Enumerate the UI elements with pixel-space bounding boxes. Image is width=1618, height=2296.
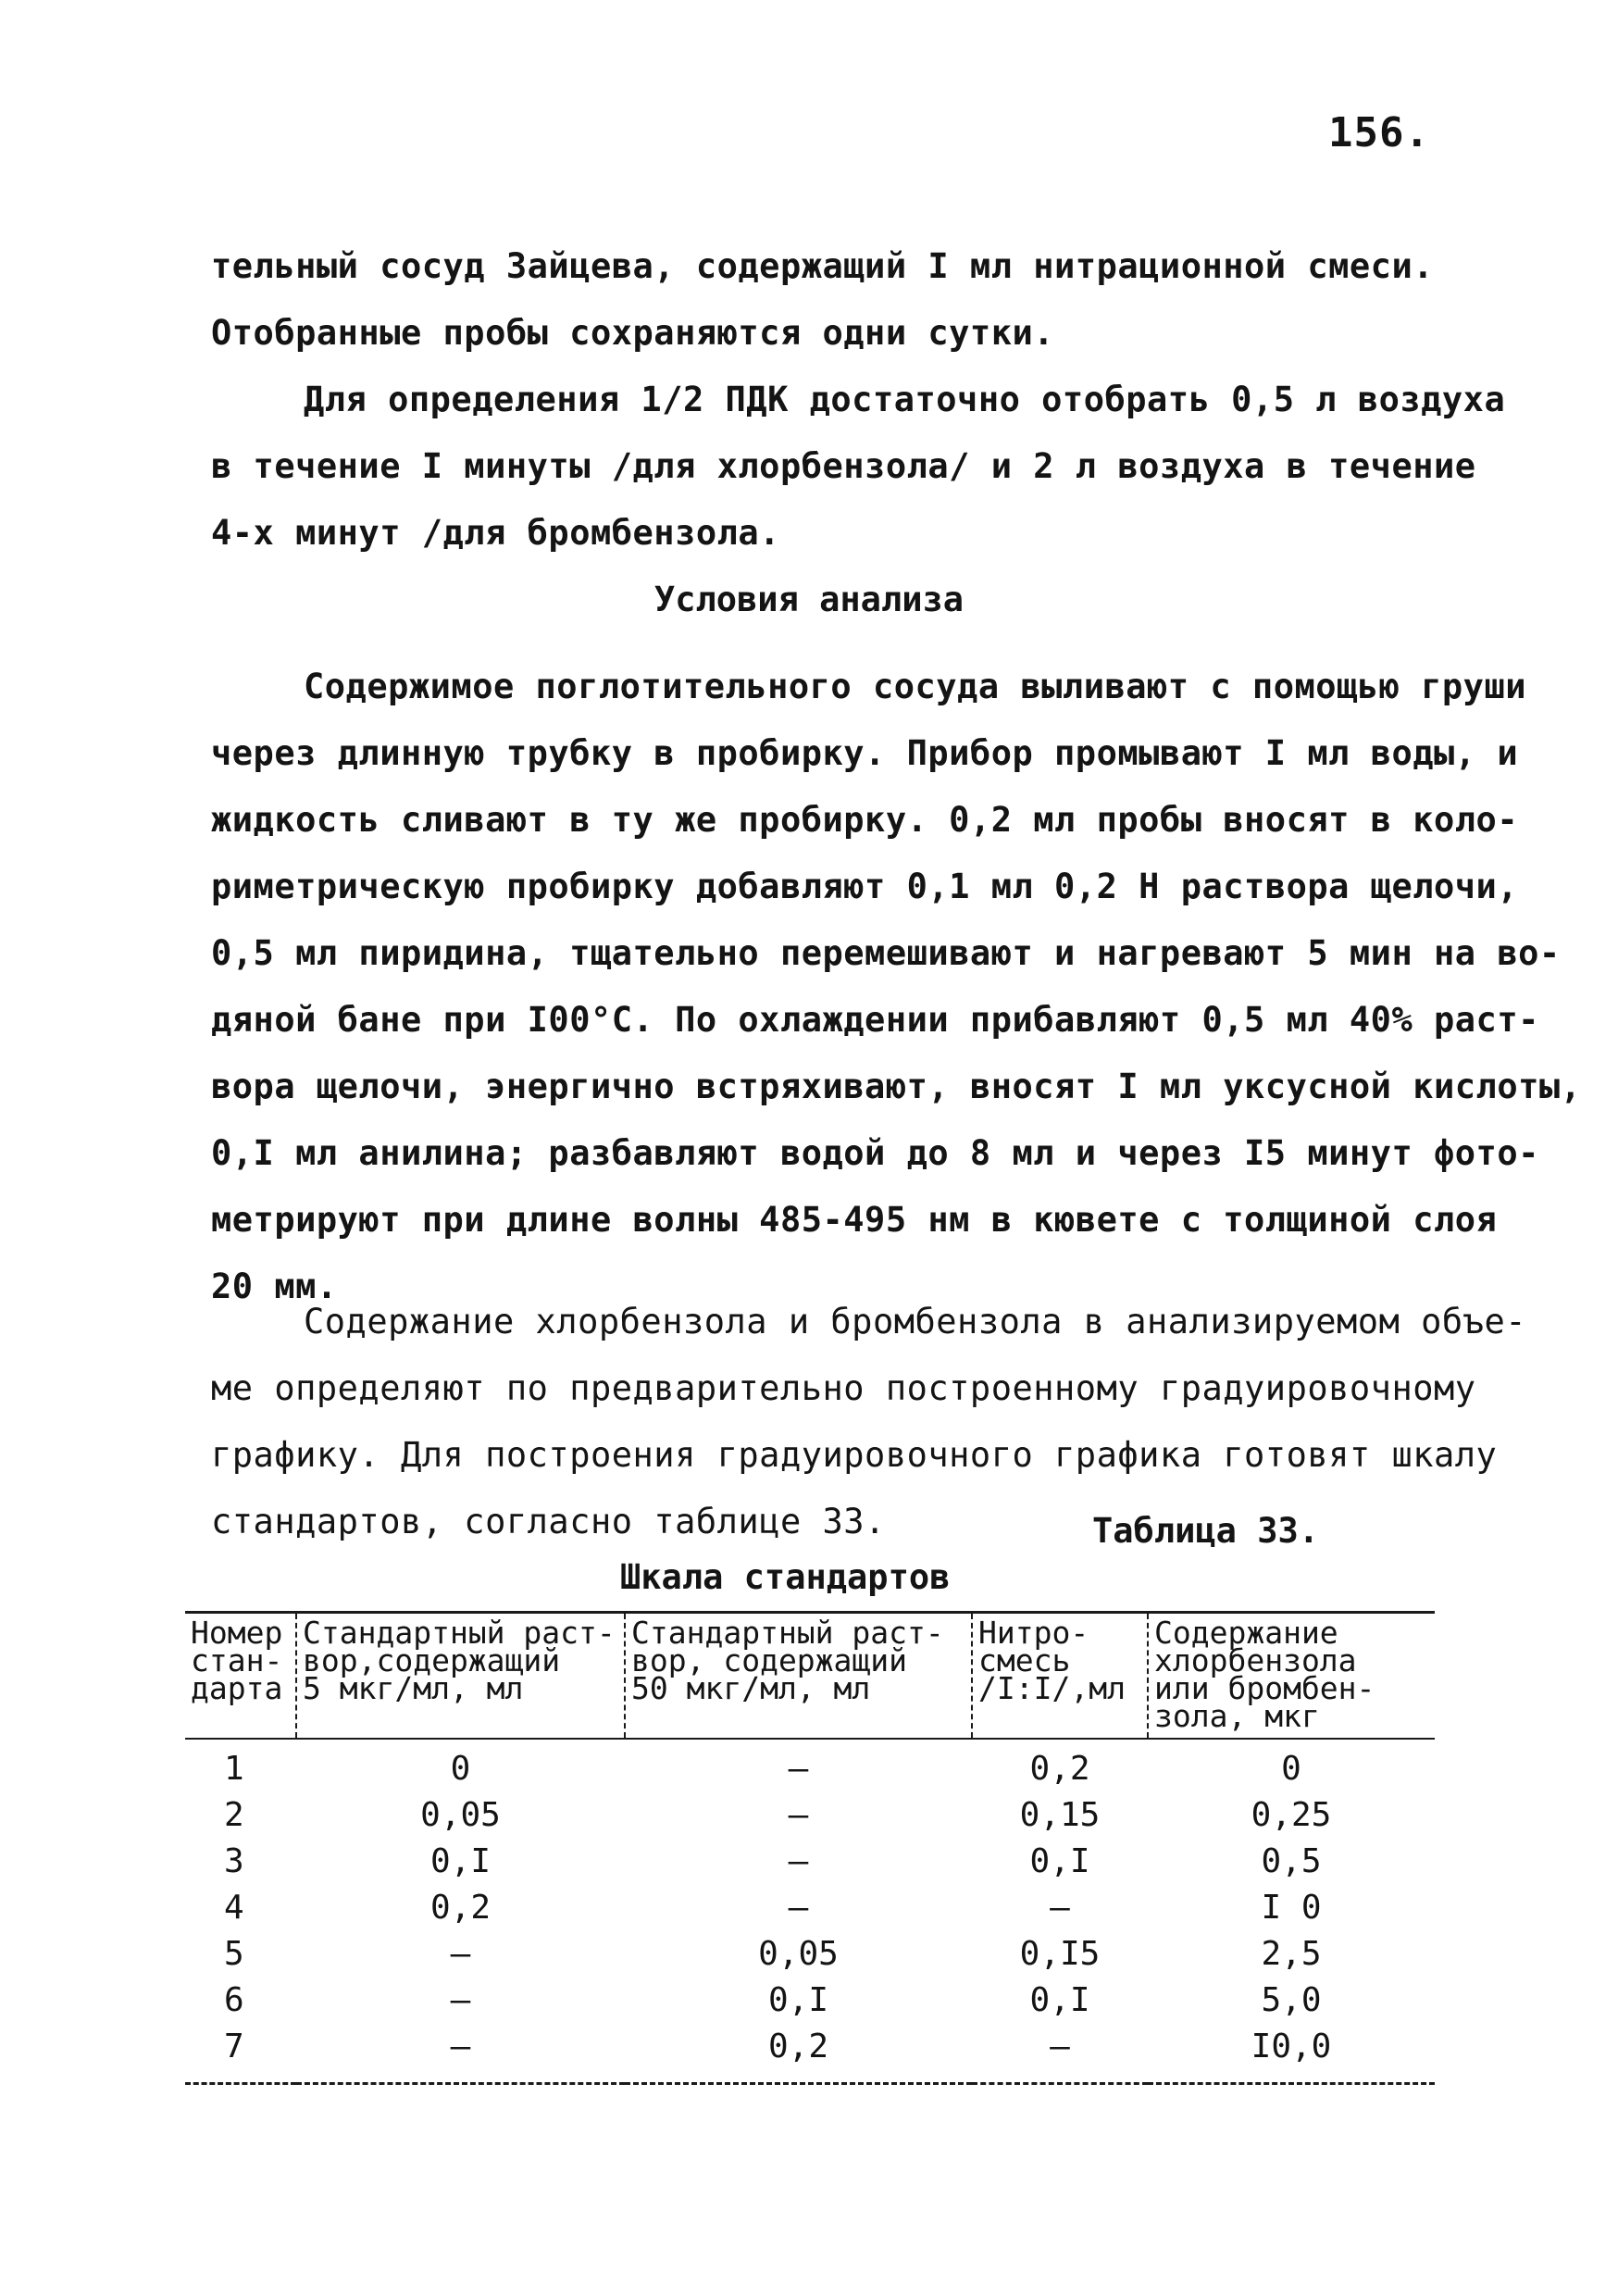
table-cell: 6 [224,1980,244,2019]
table-cell: 7 [224,2027,244,2065]
table-cell: – [788,1749,809,1788]
table-row [185,1930,1435,1977]
paragraph-3 [211,654,1582,1320]
table-row [185,1977,1435,2023]
paragraph-1 [211,233,1433,367]
table-cell: 0,05 [758,1934,839,1973]
paragraph-2-line: 4-х минут /для бромбензола. [211,513,780,553]
paragraph-2 [211,367,1506,567]
table-cell: 0,2 [429,1888,492,1927]
paragraph-2-line: Для определения 1/2 ПДК достаточно отобрать 0,5 л воздуха [304,380,1506,419]
table-cell: – [788,1795,809,1834]
table-cell: 5 [224,1934,244,1973]
paragraph-4-line: графику. Для построения градуировочного графика готовят шкалу [211,1435,1498,1475]
paragraph-3-line: жидкость сливают в ту же пробирку. 0,2 мл пробы вносят в коло- [211,800,1519,840]
table-cell: 0 [450,1749,471,1788]
paragraph-4-line: Содержание хлорбензола и бромбензола в анализируемом объе- [304,1302,1527,1341]
paragraph-3-line: 20 мм. [211,1267,338,1306]
table-cell: 2,5 [1261,1934,1322,1973]
table-row [185,1791,1435,1838]
section-heading: Условия анализа [653,580,965,619]
header-nitro-mix: Нитро- смесь /I:I/,мл [972,1613,1148,1740]
table-cell: – [788,1841,809,1880]
table-row [185,1838,1435,1884]
table-cell: 0,05 [420,1795,501,1834]
table-cell: 0,I [429,1841,492,1880]
paragraph-2-line: в течение I минуты /для хлорбензола/ и 2 л воздуха в течение [211,446,1476,486]
paragraph-3-line: 0,I мл анилина; разбавляют водой до 8 мл и через I5 минут фото- [211,1133,1539,1173]
table-cell: I0,0 [1251,2027,1332,2065]
paragraph-3-line: 0,5 мл пиридина, тщательно перемешивают и нагревают 5 мин на во- [211,933,1561,973]
table-cell: 3 [224,1841,244,1880]
paragraph-4-line: ме определяют по предварительно построенному градуировочному [211,1368,1476,1408]
table-row [185,1739,1435,1791]
table-row [185,1884,1435,1930]
table-cell: 4 [224,1888,244,1927]
table-cell: 1 [224,1749,244,1788]
table-cell: – [1050,2027,1070,2065]
table-caption: Таблица 33. [1092,1511,1320,1551]
table-row [185,2023,1435,2084]
table-cell: 0,I [1029,1841,1090,1880]
table-cell: 5,0 [1261,1980,1322,2019]
paragraph-3-line: через длинную трубку в пробирку. Прибор промывают I мл воды, и [211,733,1519,773]
table-cell: – [450,2027,471,2065]
paragraph-1-line: тельный сосуд Зайцева, содержащий I мл нитрационной смеси. [211,246,1435,286]
table-cell: I 0 [1261,1888,1322,1927]
table-cell: 0,25 [1251,1795,1332,1834]
table-cell: – [450,1934,471,1973]
table-cell: 0,2 [767,2027,829,2065]
paragraph-4-line: стандартов, согласно таблице 33. [211,1502,886,1541]
table-cell: 0,15 [1019,1795,1101,1834]
table-cell: – [1050,1888,1070,1927]
header-standard-number: Номер стан- дарта [185,1613,296,1740]
paragraph-3-line: Содержимое поглотительного сосуда выливают с помощью груши [304,667,1527,706]
table-cell: 0,I [767,1980,829,2019]
table-header-row [185,1613,1435,1740]
table-cell: – [450,1980,471,2019]
header-solution-50: Стандартный раст- вор, содержащий 50 мкг/мл, мл [625,1613,972,1740]
paragraph-3-line: дяной бане при I00°С. По охлаждении прибавляют 0,5 мл 40% раст- [211,1000,1539,1040]
standards-table [185,1611,1435,2085]
paragraph-3-line: метрируют при длине волны 485-495 нм в кювете с толщиной слоя [211,1200,1498,1240]
table-cell: – [788,1888,809,1927]
page-number: 156. [1328,109,1430,156]
table-cell: 0,I [1029,1980,1090,2019]
table-cell: 2 [224,1795,244,1834]
header-content: Содержание хлорбензола или бромбен- зола, мкг [1148,1613,1435,1740]
paragraph-1-line: Отобранные пробы сохраняются одни сутки. [211,313,1055,353]
table-cell: 0,2 [1029,1749,1090,1788]
paragraph-3-line: вора щелочи, энергично встряхивают, вносят I мл уксусной кислоты, [211,1067,1582,1106]
table-cell: 0,I5 [1019,1934,1101,1973]
table-cell: 0,5 [1261,1841,1322,1880]
paragraph-3-line: риметрическую пробирку добавляют 0,1 мл 0,2 Н раствора щелочи, [211,867,1519,906]
table-title: Шкала стандартов [620,1557,951,1597]
table-cell: 0 [1281,1749,1301,1788]
header-solution-5: Стандартный раст- вор,содержащий 5 мкг/мл, мл [296,1613,625,1740]
